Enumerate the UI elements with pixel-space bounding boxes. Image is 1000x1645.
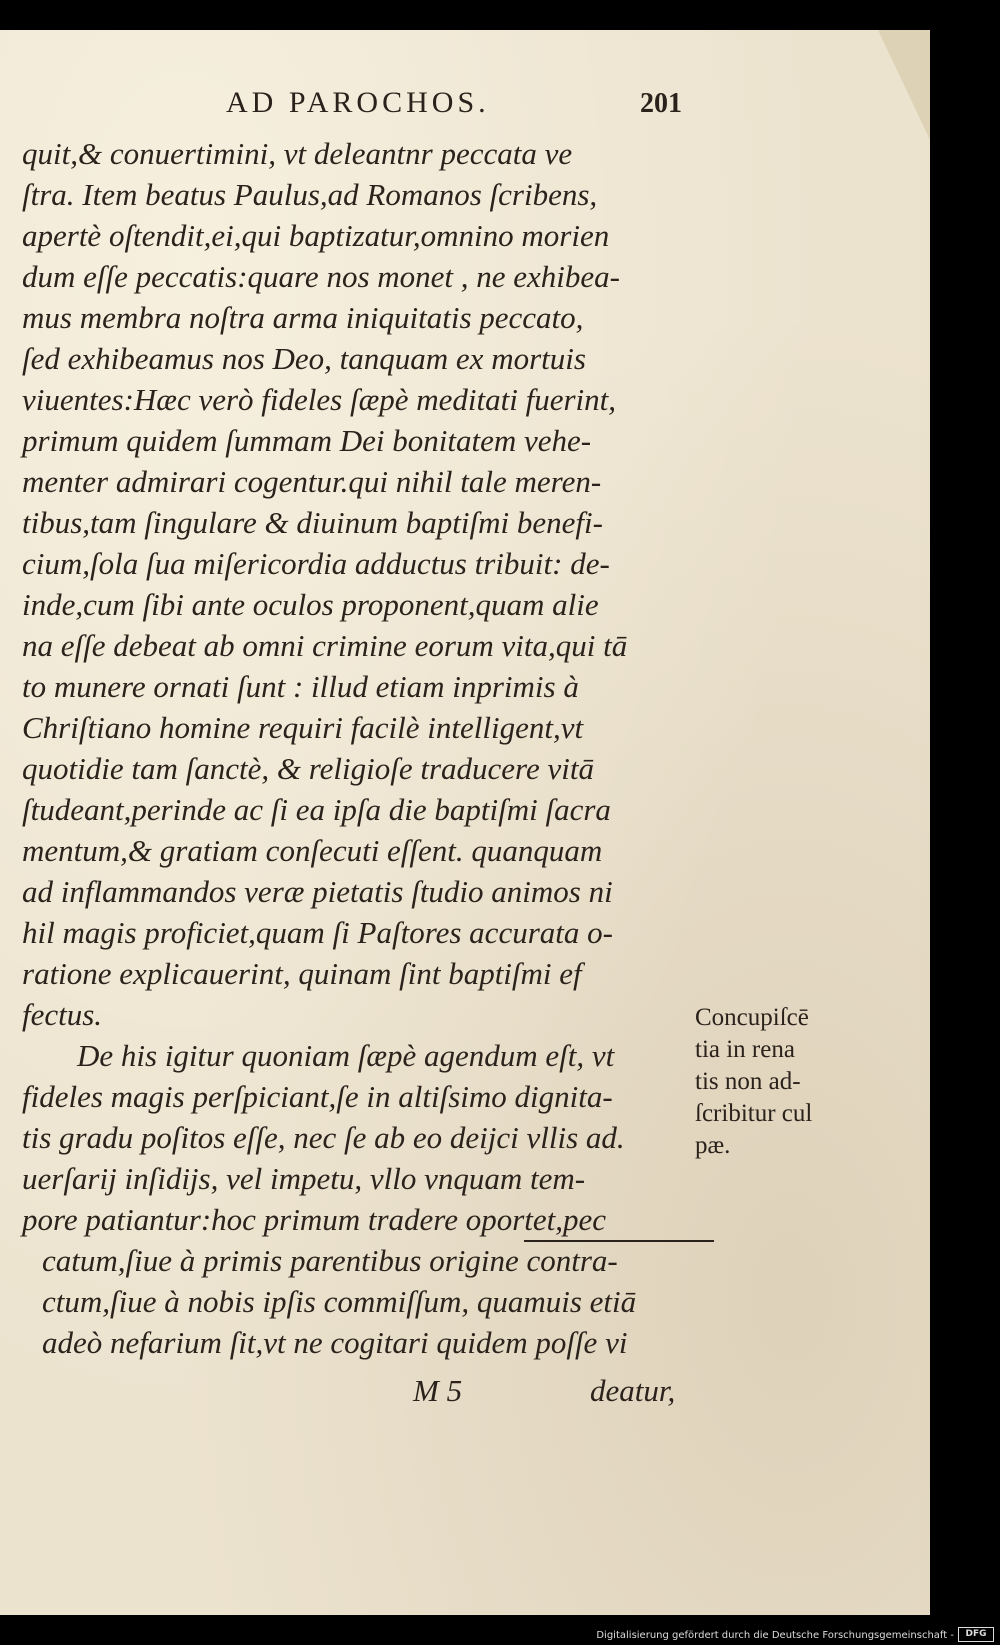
body-text (22, 133, 702, 1363)
text-line: adeò nefarium ſit,vt ne cogitari quidem poſſe vi (42, 1325, 628, 1360)
text-line: Chriſtiano homine requiri facilè intelligent,vt (22, 710, 584, 745)
text-line: De his igitur quoniam ſæpè agendum eſt, vt (77, 1038, 615, 1073)
text-line: quit,& conuertimini, vt deleantnr peccata ve (22, 136, 573, 171)
text-line: ſtra. Item beatus Paulus,ad Romanos ſcribens, (22, 177, 598, 212)
text-line: fideles magis perſpiciant,ſe in altiſsimo dignita- (22, 1079, 613, 1114)
text-line: hil magis proficiet,quam ſi Paſtores accurata o- (22, 915, 613, 950)
marginal-note-line: tis non ad- (695, 1068, 801, 1095)
text-line: ſtudeant,perinde ac ſi ea ipſa die baptiſmi ſacra (22, 792, 611, 827)
text-line: tibus,tam ſingulare & diuinum baptiſmi benefi- (22, 505, 603, 540)
text-line: uerſarij inſidijs, vel impetu, vllo vnquam tem- (22, 1161, 586, 1196)
marginal-note-line: tia in rena (695, 1036, 795, 1063)
marginal-note-line: pæ. (695, 1132, 731, 1159)
text-line: fectus. (22, 997, 103, 1032)
marginal-note-line: Concupiſcē (695, 1004, 809, 1031)
text-line: to munere ornati ſunt : illud etiam inprimis à (22, 669, 579, 704)
text-line: viuentes:Hæc verò fideles ſæpè meditati fuerint, (22, 382, 617, 417)
text-line: primum quidem ſummam Dei bonitatem vehe- (22, 423, 592, 458)
catchword: deatur, (590, 1373, 676, 1408)
dfg-logo: DFG (958, 1627, 994, 1642)
marginal-note-line: ſcribitur cul (695, 1100, 813, 1127)
digitization-credit: Digitalisierung gefördert durch die Deutsche Forschungsgemeinschaft - (596, 1630, 954, 1641)
text-line: ad inflammandos veræ pietatis ſtudio animos ni (22, 874, 613, 909)
text-line: mus membra noſtra arma iniquitatis peccato, (22, 300, 584, 335)
text-line: pore patiantur:hoc primum tradere oportet,pec (22, 1202, 607, 1237)
handwritten-underline (524, 1240, 714, 1242)
page-corner-fold (878, 30, 930, 140)
text-line: inde,cum ſibi ante oculos proponent,quam alie (22, 587, 599, 622)
text-line: ctum,ſiue à nobis ipſis commiſſum, quamuis etiā (42, 1284, 637, 1319)
running-head: AD PAROCHOS. (226, 86, 490, 119)
text-line: na eſſe debeat ab omni crimine eorum vita,qui tā (22, 628, 628, 663)
text-line: mentum,& gratiam conſecuti eſſent. quanquam (22, 833, 603, 868)
text-line: catum,ſiue à primis parentibus origine contra- (42, 1243, 618, 1278)
text-line: menter admirari cogentur.qui nihil tale meren- (22, 464, 602, 499)
page-number: 201 (640, 88, 682, 119)
text-line: cium,ſola ſua miſericordia adductus tribuit: de- (22, 546, 610, 581)
text-line: ratione explicauerint, quinam ſint baptiſmi ef (22, 956, 582, 991)
text-line: quotidie tam ſanctè, & religioſe traducere vitā (22, 751, 594, 786)
text-line: dum eſſe peccatis:quare nos monet , ne exhibea- (22, 259, 620, 294)
marginal-note (695, 1002, 845, 1162)
text-line: ſed exhibeamus nos Deo, tanquam ex mortuis (22, 341, 586, 376)
text-line: apertè oſtendit,ei,qui baptizatur,omnino morien (22, 218, 610, 253)
signature-mark: M 5 (413, 1373, 463, 1408)
text-line: tis gradu poſitos eſſe, nec ſe ab eo deijci vllis ad. (22, 1120, 625, 1155)
